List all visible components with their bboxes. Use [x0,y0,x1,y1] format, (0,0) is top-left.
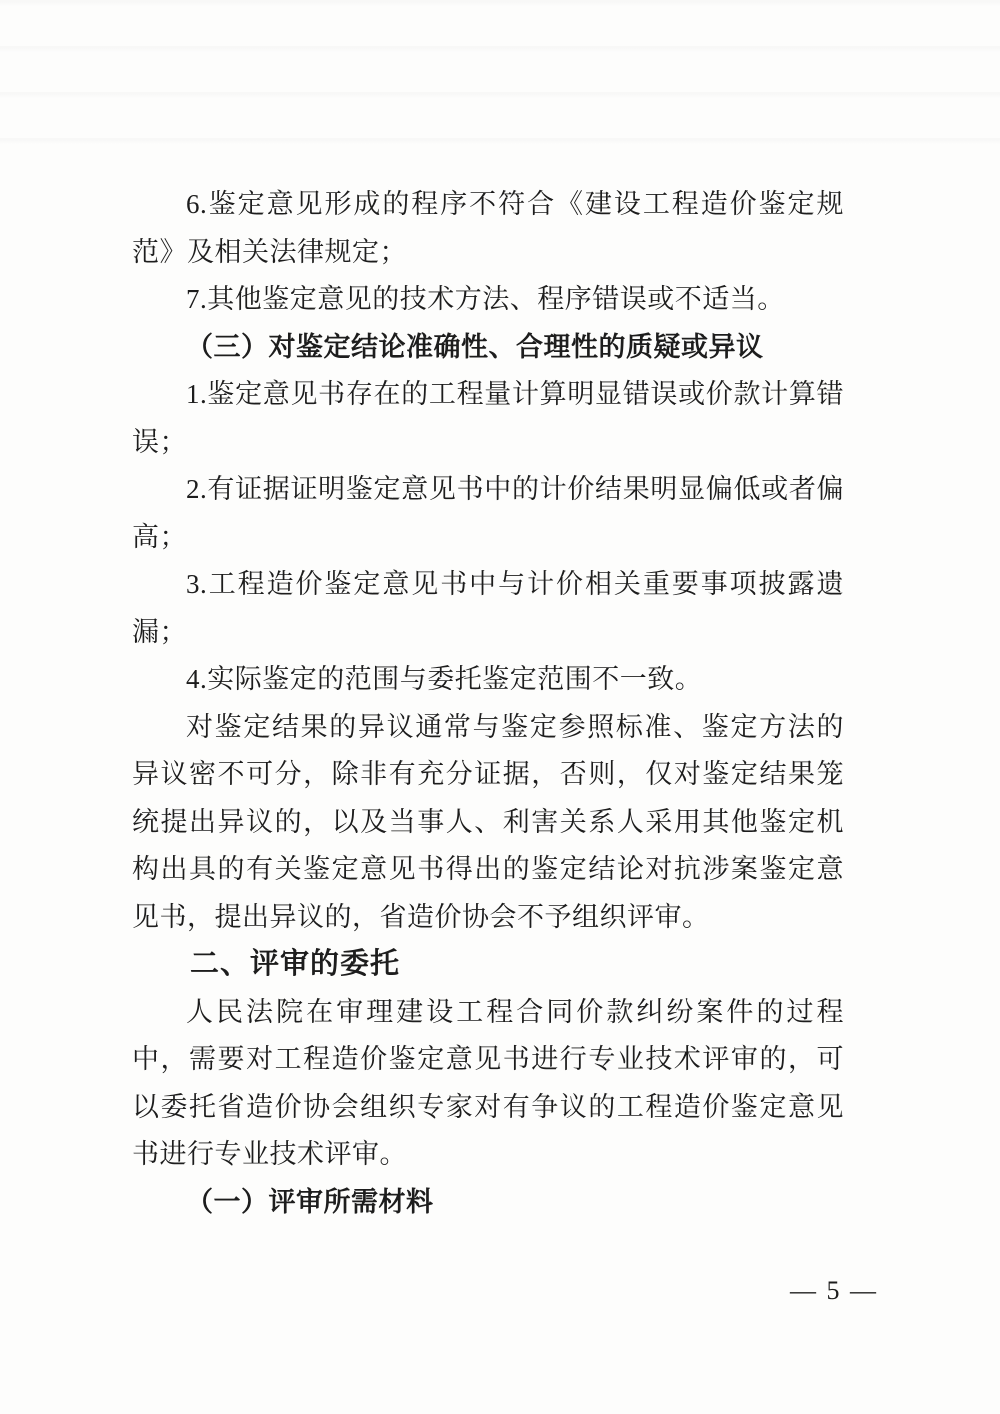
paragraph-court-commission: 人民法院在审理建设工程合同价款纠纷案件的过程中，需要对工程造价鉴定意见书进行专业技术评审的，可以委托省造价协会组织专家对有争议的工程造价鉴定意见书进行专业技术评审。 [132,996,844,1169]
heading-section-2: 二、评审的委托 [190,948,401,980]
paragraph-objection-rule: 对鉴定结果的异议通常与鉴定参照标准、鉴定方法的异议密不可分，除非有充分证据，否则，仅对鉴定结果笼统提出异议的，以及当事人、利害关系人采用其他鉴定机构出具的有关鉴定意见书得出的鉴定结论对抗涉案鉴定意见书，提出异议的，省造价协会不予组织评审。 [132,711,844,932]
paragraph-item-3: 3.工程造价鉴定意见书中与计价相关重要事项披露遗漏； [132,569,844,647]
subheading-section-1-materials: （一）评审所需材料 [186,1186,434,1217]
paragraph-item-1: 1.鉴定意见书存在的工程量计算明显错误或价款计算错误； [132,379,844,457]
paragraph-item-4: 4.实际鉴定的范围与委托鉴定范围不一致。 [186,664,703,694]
document-body [132,181,844,1226]
paragraph-item-6: 6.鉴定意见形成的程序不符合《建设工程造价鉴定规范》及相关法律规定； [132,189,844,267]
page-number: — 5 — [790,1276,878,1305]
paragraph-item-7: 7.其他鉴定意见的技术方法、程序错误或不适当。 [186,284,785,314]
subheading-section-3: （三）对鉴定结论准确性、合理性的质疑或异议 [186,331,764,362]
paragraph-item-2: 2.有证据证明鉴定意见书中的计价结果明显偏低或者偏高； [132,474,844,552]
